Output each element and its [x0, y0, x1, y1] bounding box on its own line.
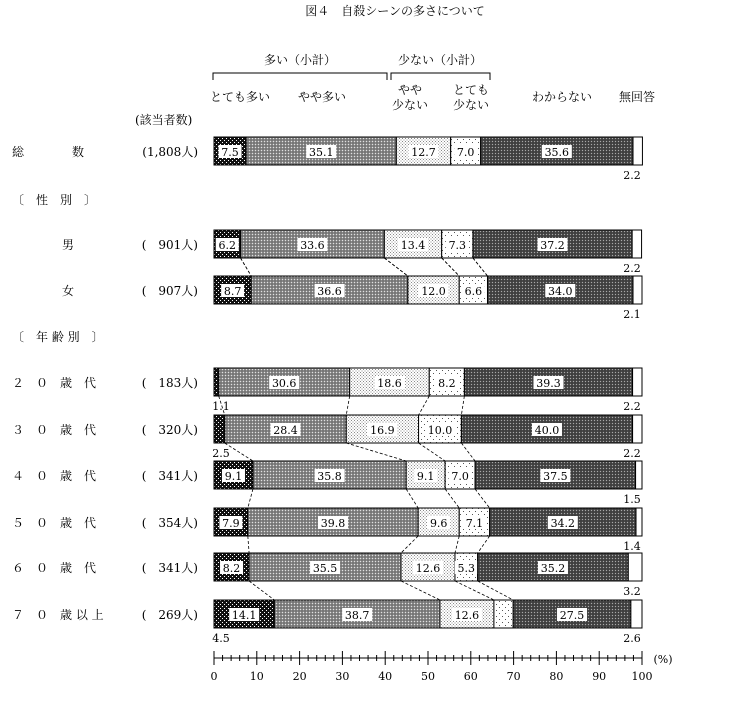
bar-segment	[633, 276, 642, 304]
value-label: 7.0	[451, 470, 469, 483]
column-header-5: 無回答	[618, 90, 656, 104]
x-tick-label: 100	[631, 670, 653, 683]
value-label: 7.9	[222, 517, 240, 530]
x-axis	[211, 651, 673, 683]
row-count: ( 907人)	[141, 284, 198, 298]
value-label: 35.6	[544, 146, 570, 159]
bar-row	[12, 553, 642, 598]
value-label: 35.8	[317, 470, 342, 483]
value-label: 33.6	[300, 239, 325, 252]
value-label: 35.1	[308, 146, 334, 159]
bar-row	[12, 508, 642, 553]
connector-line	[346, 396, 349, 415]
value-label: 8.2	[438, 377, 456, 390]
value-label: 10.0	[427, 424, 453, 437]
connector-line	[384, 258, 408, 276]
connector-line	[419, 396, 430, 415]
value-label: 2.2	[623, 400, 641, 413]
row-label: ６ ０ 歳 代	[12, 561, 97, 575]
bar-row	[62, 230, 642, 275]
value-label: 14.1	[231, 609, 257, 622]
column-header-4: わからない	[531, 90, 593, 104]
connector-line	[442, 258, 460, 276]
row-label: ５ ０ 歳 代	[12, 516, 97, 530]
bar-segment	[636, 508, 642, 536]
value-label: 8.2	[222, 562, 241, 575]
value-label: 35.2	[540, 562, 566, 575]
value-label: 28.4	[273, 424, 298, 437]
group-header-many	[213, 52, 387, 80]
value-label: 5.3	[457, 562, 476, 575]
bar-segment	[636, 461, 642, 489]
value-label: 16.9	[370, 424, 395, 437]
column-header-2: やや少ない	[391, 83, 429, 112]
connector-line	[241, 258, 252, 276]
section-label-gender: 〔 性 別 〕	[12, 193, 97, 207]
connector-line	[478, 536, 490, 553]
value-label: 39.8	[320, 517, 346, 530]
connector-line	[475, 489, 490, 508]
value-label: 1.4	[623, 540, 641, 553]
connector-line	[406, 489, 418, 508]
value-label: 2.2	[623, 447, 641, 460]
bar-segment	[628, 553, 642, 581]
bar-segment	[494, 600, 513, 628]
value-label: 34.2	[550, 517, 576, 530]
value-label: 12.6	[454, 609, 480, 622]
group-header-many-label: 多い（小計）	[263, 53, 337, 67]
x-tick-label: 10	[249, 670, 264, 683]
row-label: 総 数	[12, 145, 85, 159]
connector-line	[455, 581, 494, 600]
x-tick-label: 20	[292, 670, 307, 683]
connector-line	[401, 536, 418, 553]
value-label: 4.5	[212, 632, 230, 645]
bar-segment	[633, 368, 642, 396]
value-label: 2.1	[623, 308, 641, 321]
connector-line	[419, 443, 446, 461]
bar-segment	[214, 415, 225, 443]
value-label: 9.1	[416, 470, 435, 483]
row-label: 男	[62, 238, 75, 252]
bar-row	[62, 276, 642, 321]
x-tick-label: 50	[421, 670, 435, 683]
bar-row	[12, 415, 642, 460]
value-label: 9.1	[224, 470, 243, 483]
value-label: 27.5	[559, 609, 585, 622]
value-label: 39.3	[536, 377, 561, 390]
value-label: 3.2	[623, 585, 641, 598]
x-tick-label: 30	[335, 670, 350, 683]
x-tick-label: 80	[549, 670, 564, 683]
value-label: 12.7	[411, 146, 436, 159]
value-label: 36.6	[317, 285, 342, 298]
row-count: ( 320人)	[141, 423, 198, 437]
row-count: ( 901人)	[141, 238, 198, 252]
row-count: ( 341人)	[141, 469, 198, 483]
section-label-age: 〔 年 齢 別 〕	[12, 330, 104, 344]
value-label: 2.2	[623, 169, 641, 182]
x-tick-label: 40	[378, 670, 393, 683]
bar-segment	[632, 230, 641, 258]
connector-line	[248, 489, 253, 508]
value-label: 1.1	[212, 400, 230, 413]
value-label: 8.7	[223, 285, 242, 298]
bar-row	[12, 368, 642, 413]
value-label: 6.2	[218, 239, 237, 252]
value-label: 7.1	[465, 517, 484, 530]
group-header-few-label: 少ない（小計）	[397, 53, 483, 67]
row-label: ４ ０ 歳 代	[12, 469, 97, 483]
connector-line	[346, 443, 406, 461]
x-tick-label: 90	[592, 670, 607, 683]
bar-segment	[633, 137, 642, 165]
column-header-1: やや多い	[297, 90, 347, 104]
value-label: 12.6	[415, 562, 441, 575]
value-label: 2.6	[623, 632, 641, 645]
row-label: ７ ０ 歳 以 上	[12, 608, 104, 622]
row-label: ３ ０ 歳 代	[12, 423, 97, 437]
row-count: ( 183人)	[141, 376, 198, 390]
value-label: 9.6	[429, 517, 448, 530]
row-label: 女	[62, 284, 75, 298]
row-count: ( 341人)	[141, 561, 198, 575]
bar-segment	[633, 415, 642, 443]
connector-line	[473, 258, 488, 276]
bar-rows	[12, 137, 642, 645]
row-label: ２ ０ 歳 代	[12, 376, 97, 390]
value-label: 1.5	[623, 493, 641, 506]
column-header-3: とても少ない	[452, 83, 490, 112]
x-unit-label: (%)	[653, 653, 673, 666]
value-label: 12.0	[421, 285, 446, 298]
count-header: (該当者数)	[135, 113, 193, 127]
value-label: 34.0	[548, 285, 573, 298]
x-tick-label: 60	[463, 670, 478, 683]
bar-row	[12, 137, 642, 182]
connector-line	[401, 581, 440, 600]
value-label: 7.3	[448, 239, 467, 252]
value-label: 13.4	[400, 239, 426, 252]
connector-line	[455, 536, 459, 553]
column-header-0: とても多い	[209, 90, 271, 104]
value-label: 35.5	[312, 562, 338, 575]
connector-line	[478, 581, 514, 600]
value-label: 18.6	[377, 377, 402, 390]
value-label: 2.5	[212, 447, 230, 460]
value-label: 30.6	[271, 377, 297, 390]
connector-line	[461, 443, 475, 461]
value-label: 40.0	[534, 424, 560, 437]
bar-row	[12, 461, 642, 506]
value-label: 37.2	[540, 239, 565, 252]
column-headers	[210, 83, 655, 112]
row-count: (1,808人)	[142, 145, 198, 159]
row-count: ( 354人)	[141, 516, 198, 530]
value-label: 6.6	[464, 285, 483, 298]
bar-row	[12, 600, 642, 645]
value-label: 7.0	[456, 146, 475, 159]
x-tick-label: 70	[506, 670, 521, 683]
value-label: 2.2	[623, 262, 641, 275]
row-count: ( 269人)	[141, 608, 198, 622]
connector-line	[248, 536, 249, 553]
chart-title: 図４ 自殺シーンの多さについて	[305, 4, 485, 18]
connector-line	[249, 581, 274, 600]
x-tick-label: 0	[210, 670, 218, 683]
value-label: 37.5	[543, 470, 568, 483]
bar-segment	[631, 600, 642, 628]
connector-line	[445, 489, 459, 508]
value-label: 7.5	[221, 146, 239, 159]
group-header-few	[391, 52, 490, 80]
value-label: 38.7	[344, 609, 370, 622]
bar-segment	[214, 368, 219, 396]
connector-line	[461, 396, 464, 415]
